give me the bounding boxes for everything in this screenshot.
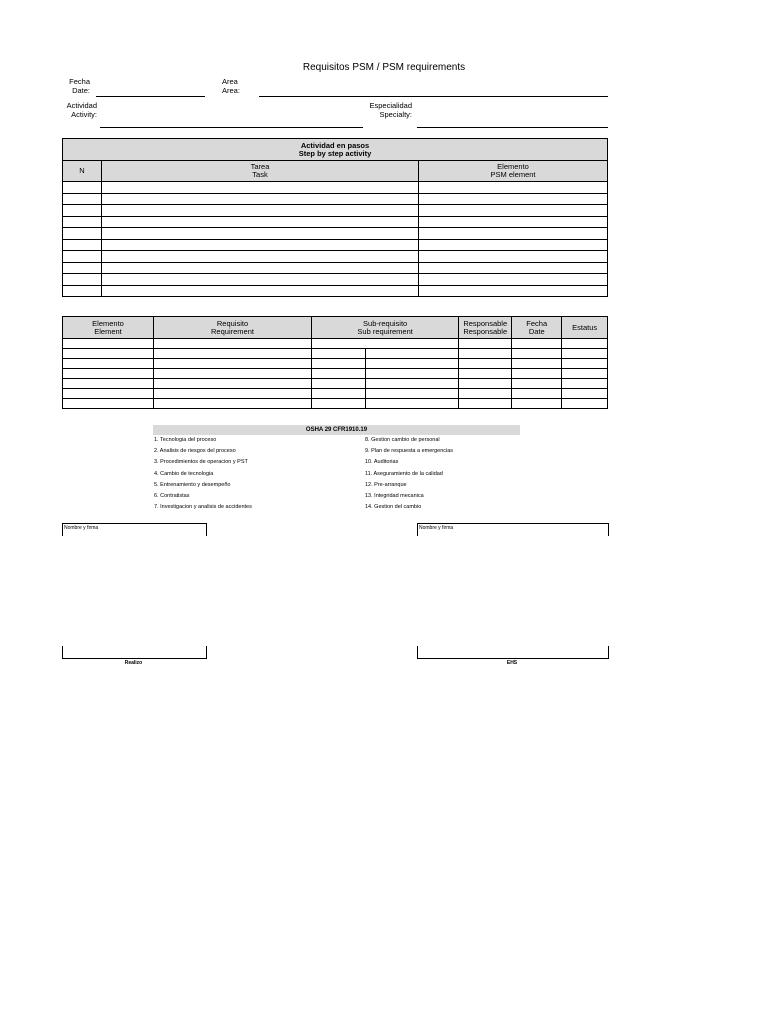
steps-heading-es: Actividad en pasos <box>300 140 370 150</box>
req-subreq-cell[interactable] <box>312 399 366 409</box>
table-row <box>63 193 608 205</box>
step-n-cell[interactable] <box>63 182 102 194</box>
req-status-cell[interactable] <box>562 399 608 409</box>
signature-line-right[interactable] <box>417 646 609 659</box>
table-row <box>63 369 608 379</box>
step-task-cell[interactable] <box>102 205 419 217</box>
table-row <box>63 274 608 286</box>
req-date-cell[interactable] <box>512 389 562 399</box>
req-subreq-cell[interactable] <box>312 339 459 349</box>
actividad-label <box>40 101 97 119</box>
step-n-cell[interactable] <box>63 216 102 228</box>
req-element-cell[interactable] <box>63 389 154 399</box>
list-item: 7. Investigacion y analisis de accidentes <box>154 504 252 511</box>
signature-box-top-left <box>62 523 207 536</box>
req-date-cell[interactable] <box>512 359 562 369</box>
step-element-cell[interactable] <box>419 274 608 286</box>
list-item: 3. Procedimientos de operacion y PST <box>154 459 248 466</box>
req-status-cell[interactable] <box>562 339 608 349</box>
step-n-cell[interactable] <box>63 193 102 205</box>
requirements-table <box>62 316 608 409</box>
req-resp-cell[interactable] <box>459 359 512 369</box>
req-subreq-cell[interactable] <box>312 369 366 379</box>
table-row <box>63 216 608 228</box>
table-row <box>63 262 608 274</box>
req-requirement-cell[interactable] <box>154 379 312 389</box>
req-date-cell[interactable] <box>512 369 562 379</box>
step-task-cell[interactable] <box>102 251 419 263</box>
req-col-subreq-header <box>312 317 459 339</box>
step-element-cell[interactable] <box>419 228 608 240</box>
req-element-cell[interactable] <box>63 369 154 379</box>
table-row <box>63 251 608 263</box>
list-item: 14. Gestion del cambio <box>365 504 422 511</box>
req-subreq-cell[interactable] <box>312 379 366 389</box>
req-requirement-cell[interactable] <box>154 359 312 369</box>
req-subreq-cell[interactable] <box>312 389 366 399</box>
table-row <box>63 239 608 251</box>
fecha-label <box>40 77 90 95</box>
req-element-cell[interactable] <box>63 349 154 359</box>
table-row <box>63 205 608 217</box>
step-element-cell[interactable] <box>419 262 608 274</box>
req-col-resp-en: Responsable <box>463 326 508 336</box>
list-item: 5. Entrenamiento y desempeño <box>154 481 231 488</box>
step-task-cell[interactable] <box>102 285 419 297</box>
actividad-label-es: Actividad <box>66 101 97 110</box>
signature-line-left[interactable] <box>62 646 207 659</box>
table-row <box>63 399 608 409</box>
table-row <box>63 379 608 389</box>
step-element-cell[interactable] <box>419 251 608 263</box>
req-col-subreq-en: Sub requirement <box>357 326 413 336</box>
step-task-cell[interactable] <box>102 239 419 251</box>
list-item: 13. Integridad mecanica <box>365 492 424 499</box>
table-row <box>63 339 608 349</box>
step-task-cell[interactable] <box>102 193 419 205</box>
list-item: 6. Contratistas <box>154 492 190 499</box>
table-row <box>63 285 608 297</box>
req-col-element-header <box>63 317 154 339</box>
activity-label-en: Activity: <box>71 110 97 119</box>
signature-label-right: Nombre y firma <box>419 525 454 531</box>
col-element-header <box>419 161 608 182</box>
req-requirement-cell[interactable] <box>154 339 312 349</box>
req-col-requirement-header <box>154 317 312 339</box>
req-requirement-cell[interactable] <box>154 349 312 359</box>
req-col-requirement-es: Requisito <box>216 318 249 328</box>
req-date-cell[interactable] <box>512 379 562 389</box>
col-element-en: PSM element <box>490 170 536 179</box>
step-task-cell[interactable] <box>102 182 419 194</box>
date-field[interactable] <box>96 96 205 97</box>
col-task-en: Task <box>252 170 268 179</box>
req-resp-cell[interactable] <box>459 369 512 379</box>
list-item: 9. Plan de respuesta a emergencias <box>365 448 454 455</box>
req-col-date-header <box>512 317 562 339</box>
page-title: Requisitos PSM / PSM requirements <box>302 62 466 73</box>
area-label-en: Area: <box>222 86 240 95</box>
req-element-cell[interactable] <box>63 359 154 369</box>
req-element-cell[interactable] <box>63 399 154 409</box>
req-col-status-header: Estatus <box>562 317 608 339</box>
req-status-cell[interactable] <box>562 379 608 389</box>
list-item: 4. Cambio de tecnologia <box>154 470 214 477</box>
especialidad-label-es: Especialidad <box>369 101 412 110</box>
activity-field[interactable] <box>100 127 363 128</box>
table-row <box>63 389 608 399</box>
specialty-field[interactable] <box>417 127 608 128</box>
osha-right-list <box>365 437 565 515</box>
signature-role-left: Realizo <box>124 660 143 666</box>
req-requirement-cell[interactable] <box>154 369 312 379</box>
table-row <box>63 182 608 194</box>
area-label-es: Area <box>222 77 238 86</box>
req-resp-cell[interactable] <box>459 389 512 399</box>
step-n-cell[interactable] <box>63 274 102 286</box>
col-n-header: N <box>63 161 102 182</box>
req-date-cell[interactable] <box>512 349 562 359</box>
step-n-cell[interactable] <box>63 205 102 217</box>
req-status-cell[interactable] <box>562 389 608 399</box>
req-subreq-cell[interactable] <box>312 349 366 359</box>
list-item: 8. Gestion cambio de personal <box>365 437 440 443</box>
osha-heading: OSHA 29 CFR1910.19 <box>153 425 520 435</box>
req-status-cell[interactable] <box>562 359 608 369</box>
col-task-es: Tarea <box>250 162 270 171</box>
req-subreq-cell-b[interactable] <box>366 349 459 359</box>
req-subreq-cell-b[interactable] <box>366 379 459 389</box>
req-resp-cell[interactable] <box>459 379 512 389</box>
signature-label-left: Nombre y firma <box>64 525 99 531</box>
req-col-resp-es: Responsable <box>463 318 508 328</box>
steps-heading-en: Step by step activity <box>298 148 372 158</box>
step-element-cell[interactable] <box>419 216 608 228</box>
step-n-cell[interactable] <box>63 251 102 263</box>
req-status-cell[interactable] <box>562 349 608 359</box>
req-col-resp-header <box>459 317 512 339</box>
table-row <box>63 359 608 369</box>
req-element-cell[interactable] <box>63 379 154 389</box>
steps-heading <box>63 139 608 161</box>
req-requirement-cell[interactable] <box>154 399 312 409</box>
req-status-cell[interactable] <box>562 369 608 379</box>
step-n-cell[interactable] <box>63 239 102 251</box>
step-task-cell[interactable] <box>102 274 419 286</box>
area-field[interactable] <box>259 96 608 97</box>
specialty-label-en: Specialty: <box>379 110 412 119</box>
signature-box-top-right <box>417 523 609 536</box>
req-col-date-en: Date <box>528 326 545 336</box>
req-subreq-cell-b[interactable] <box>366 359 459 369</box>
req-col-requirement-en: Requirement <box>211 326 254 336</box>
req-resp-cell[interactable] <box>459 349 512 359</box>
list-item: 2. Analisis de riesgos del proceso <box>154 448 236 455</box>
req-col-element-es: Elemento <box>92 318 124 328</box>
step-n-cell[interactable] <box>63 285 102 297</box>
list-item: 12. Pre-arranque <box>365 481 407 488</box>
req-requirement-cell[interactable] <box>154 389 312 399</box>
step-element-cell[interactable] <box>419 205 608 217</box>
req-resp-cell[interactable] <box>459 399 512 409</box>
list-item: 1. Tecnologia del proceso <box>154 437 217 443</box>
req-col-date-es: Fecha <box>526 318 548 328</box>
req-resp-cell[interactable] <box>459 339 512 349</box>
list-item: 10. Auditorias <box>365 459 399 466</box>
req-date-cell[interactable] <box>512 399 562 409</box>
fecha-label-es: Fecha <box>69 77 90 86</box>
req-element-cell[interactable] <box>63 339 154 349</box>
step-task-cell[interactable] <box>102 216 419 228</box>
area-label <box>200 77 262 95</box>
req-subreq-cell-b[interactable] <box>366 389 459 399</box>
step-element-cell[interactable] <box>419 285 608 297</box>
step-task-cell[interactable] <box>102 228 419 240</box>
req-subreq-cell-b[interactable] <box>366 369 459 379</box>
req-subreq-cell-b[interactable] <box>366 399 459 409</box>
signature-role-right: EHS <box>506 660 518 666</box>
req-col-subreq-es: Sub-requisito <box>363 318 408 328</box>
osha-left-list <box>154 437 354 515</box>
col-task-header <box>102 161 419 182</box>
step-n-cell[interactable] <box>63 262 102 274</box>
req-date-cell[interactable] <box>512 339 562 349</box>
step-task-cell[interactable] <box>102 262 419 274</box>
date-label-en: Date: <box>72 86 90 95</box>
req-subreq-cell[interactable] <box>312 359 366 369</box>
table-row <box>63 349 608 359</box>
list-item: 11. Aseguramiento de la calidad <box>365 470 443 477</box>
step-element-cell[interactable] <box>419 193 608 205</box>
step-n-cell[interactable] <box>63 228 102 240</box>
table-row <box>63 228 608 240</box>
col-element-es: Elemento <box>497 162 529 171</box>
steps-table <box>62 138 608 297</box>
especialidad-label <box>350 101 412 119</box>
req-col-element-en: Element <box>94 326 122 336</box>
step-element-cell[interactable] <box>419 182 608 194</box>
step-element-cell[interactable] <box>419 239 608 251</box>
